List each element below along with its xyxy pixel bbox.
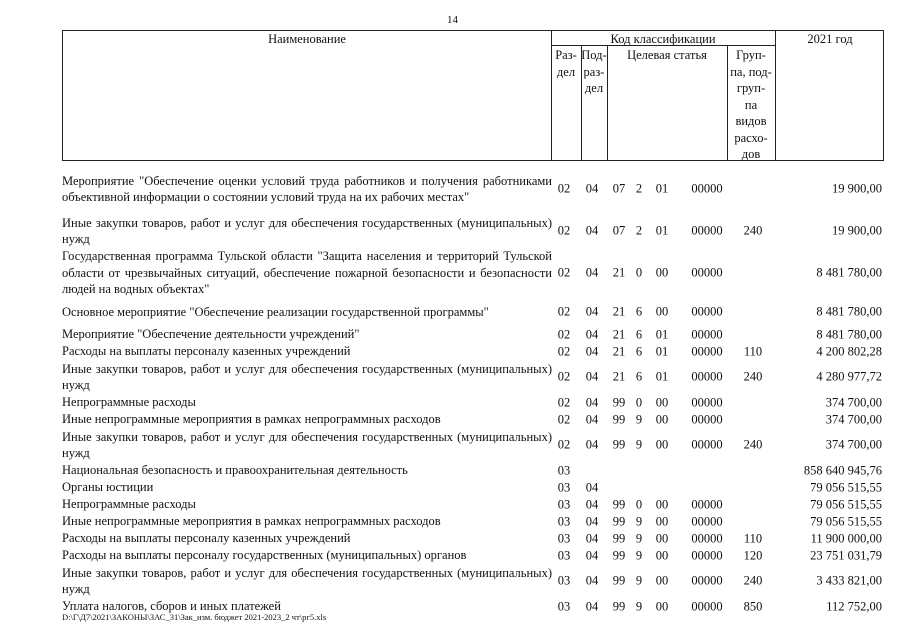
code-vr: 240 [743,223,763,238]
code-r: 02 [557,437,571,452]
code-r: 02 [557,265,571,280]
row-name: Расходы на выплаты персоналу казенных учреждений [62,531,351,546]
code-vr: 240 [743,573,763,588]
row-name: Расходы на выплаты персоналу казенных учреждений [62,344,351,359]
row-name: Уплата налогов, сборов и иных платежей [62,599,281,614]
code-pr: 04 [585,304,599,319]
code-c1: 99 [612,531,626,545]
code-c3: 00 [655,497,669,511]
code-c3: 00 [655,265,669,280]
page-number: 14 [447,14,458,26]
row-amount: 374 700,00 [825,412,882,426]
table-row [62,564,884,598]
code-vr: 240 [743,369,763,384]
code-c1: 99 [612,548,626,562]
code-c2: 9 [635,573,643,588]
table-row [62,479,884,496]
row-amount: 8 481 780,00 [816,265,882,280]
code-c4: 00000 [691,599,723,613]
code-r: 02 [557,344,571,358]
code-c2: 9 [635,599,643,613]
row-amount: 374 700,00 [825,395,882,409]
code-c4: 00000 [691,265,723,280]
row-amount: 19 900,00 [832,223,882,238]
row-name: Иные закупки товаров, работ и услуг для обеспечения государственных (муниципальных) нужд [62,429,552,460]
row-amount: 8 481 780,00 [816,304,882,319]
code-c1: 21 [612,265,626,280]
table-row [62,214,884,248]
row-amount: 79 056 515,55 [810,497,882,511]
row-amount: 3 433 821,00 [816,573,882,588]
code-pr: 04 [585,497,599,511]
code-c1: 99 [612,497,626,511]
row-name: Иные непрограммные мероприятия в рамках непрограммных расходов [62,412,441,427]
code-vr: 850 [743,599,763,613]
code-c1: 99 [612,514,626,528]
row-amount: 4 280 977,72 [816,369,882,384]
code-r: 02 [557,181,571,196]
table-row [62,360,884,394]
code-c3: 00 [655,304,669,319]
code-pr: 04 [585,223,599,238]
code-r: 03 [557,548,571,562]
code-vr: 110 [743,531,763,545]
code-c1: 99 [612,599,626,613]
row-name: Основное мероприятие "Обеспечение реализации государственной программы" [62,304,489,319]
code-c1: 07 [612,181,626,196]
code-r: 02 [557,412,571,426]
row-name: Расходы на выплаты персоналу государственных (муниципальных) органов [62,548,467,563]
code-pr: 04 [585,412,599,426]
code-c1: 21 [612,304,626,319]
code-c4: 00000 [691,223,723,238]
header-name: Наименование [268,32,346,46]
row-name: Непрограммные расходы [62,395,196,410]
code-c4: 00000 [691,395,723,409]
header-code: Код классификации [610,32,716,46]
code-r: 03 [557,531,571,545]
code-c4: 00000 [691,181,723,196]
row-name: Мероприятие "Обеспечение оценки условий труда работников и получения работниками объективной информации о состоянии условий труда на их рабочих местах" [62,173,552,204]
table-row [62,428,884,462]
code-c1: 99 [612,412,626,426]
code-vr: 120 [743,548,763,562]
row-name: Государственная программа Тульской области "Защита населения и территорий Тульской области от чрезвычайных ситуаций, обеспечение пожарной безопасности и безопасности людей на водных объектах" [62,249,552,297]
code-c4: 00000 [691,327,723,341]
code-c2: 6 [635,344,643,358]
row-name: Непрограммные расходы [62,497,196,512]
code-pr: 04 [585,344,599,358]
code-r: 02 [557,223,571,238]
code-c4: 00000 [691,437,723,452]
code-pr: 04 [585,369,599,384]
code-pr: 04 [585,181,599,196]
code-c3: 00 [655,395,669,409]
table-row [62,343,884,360]
code-c2: 2 [635,181,643,196]
table-row [62,547,884,564]
code-c3: 01 [655,223,669,238]
code-c1: 21 [612,369,626,384]
code-r: 03 [557,599,571,613]
header-target: Целевая статья [627,48,707,62]
row-amount: 4 200 802,28 [816,344,882,358]
code-c2: 9 [635,514,643,528]
table-row [62,496,884,513]
code-c2: 9 [635,531,643,545]
code-c1: 99 [612,573,626,588]
code-c4: 00000 [691,548,723,562]
code-pr: 04 [585,573,599,588]
table-body [62,164,884,615]
code-c3: 00 [655,514,669,528]
row-name: Иные закупки товаров, работ и услуг для обеспечения государственных (муниципальных) нужд [62,565,552,596]
header-podrazdel: Под- раз- дел [581,48,607,95]
code-c2: 0 [635,395,643,409]
code-r: 02 [557,395,571,409]
code-c3: 00 [655,599,669,613]
code-c3: 01 [655,369,669,384]
code-pr: 04 [585,531,599,545]
code-r: 03 [557,463,571,477]
code-pr: 04 [585,480,599,494]
code-c3: 01 [655,327,669,341]
code-pr: 04 [585,437,599,452]
code-c4: 00000 [691,497,723,511]
code-vr: 240 [743,437,763,452]
code-r: 02 [557,369,571,384]
code-c4: 00000 [691,412,723,426]
code-pr: 04 [585,395,599,409]
code-c2: 6 [635,369,643,384]
footer-path: D:\Г\Д7\2021\ЗАКОНЫ\ЗАС_31\Зак_изм. бюджет 2021-2023_2 чт\рг5.xls [62,612,327,622]
table-header [62,30,884,161]
header-group: Груп- па, под- груп- па видов расхо- дов [730,48,772,161]
code-pr: 04 [585,548,599,562]
code-c2: 6 [635,304,643,319]
row-amount: 112 752,00 [826,599,882,613]
code-pr: 04 [585,599,599,613]
code-c2: 0 [635,265,643,280]
code-c2: 2 [635,223,643,238]
row-amount: 858 640 945,76 [803,463,882,477]
table-row [62,530,884,547]
code-c3: 00 [655,573,669,588]
row-amount: 79 056 515,55 [810,480,882,494]
code-r: 03 [557,514,571,528]
code-c2: 9 [635,437,643,452]
code-c2: 0 [635,497,643,511]
code-c2: 6 [635,327,643,341]
code-r: 03 [557,573,571,588]
table-row [62,411,884,428]
row-name: Иные непрограммные мероприятия в рамках непрограммных расходов [62,514,441,529]
code-c3: 00 [655,548,669,562]
row-name: Иные закупки товаров, работ и услуг для обеспечения государственных (муниципальных) нужд [62,361,552,392]
code-c1: 07 [612,223,626,238]
code-c1: 21 [612,344,626,358]
code-vr: 110 [743,344,763,358]
row-amount: 8 481 780,00 [816,327,882,341]
table-row [62,462,884,479]
code-c1: 21 [612,327,626,341]
row-name: Органы юстиции [62,480,154,495]
table-row [62,394,884,411]
header-razdel: Раз- дел [555,48,577,79]
code-c3: 00 [655,437,669,452]
code-r: 03 [557,497,571,511]
table-row [62,164,884,214]
header-year: 2021 год [807,32,853,46]
code-r: 03 [557,480,571,494]
row-name: Иные закупки товаров, работ и услуг для обеспечения государственных (муниципальных) нужд [62,215,552,246]
row-name: Национальная безопасность и правоохранительная деятельность [62,463,408,478]
table-row [62,326,884,343]
code-pr: 04 [585,514,599,528]
code-c4: 00000 [691,344,723,358]
code-c3: 01 [655,344,669,358]
code-r: 02 [557,327,571,341]
code-c3: 00 [655,531,669,545]
code-c4: 00000 [691,573,723,588]
table-row [62,298,884,326]
divider [775,31,776,160]
code-c4: 00000 [691,531,723,545]
code-c2: 9 [635,548,643,562]
code-pr: 04 [585,327,599,341]
code-c4: 00000 [691,369,723,384]
code-c1: 99 [612,395,626,409]
code-c4: 00000 [691,514,723,528]
code-c3: 01 [655,181,669,196]
row-name: Мероприятие "Обеспечение деятельности учреждений" [62,327,360,342]
code-r: 02 [557,304,571,319]
row-amount: 79 056 515,55 [810,514,882,528]
table-row [62,248,884,298]
code-pr: 04 [585,265,599,280]
code-c4: 00000 [691,304,723,319]
row-amount: 374 700,00 [825,437,882,452]
row-amount: 19 900,00 [832,181,882,196]
code-c2: 9 [635,412,643,426]
row-amount: 11 900 000,00 [810,531,882,545]
row-amount: 23 751 031,79 [810,548,882,562]
code-c3: 00 [655,412,669,426]
table-row [62,513,884,530]
code-c1: 99 [612,437,626,452]
